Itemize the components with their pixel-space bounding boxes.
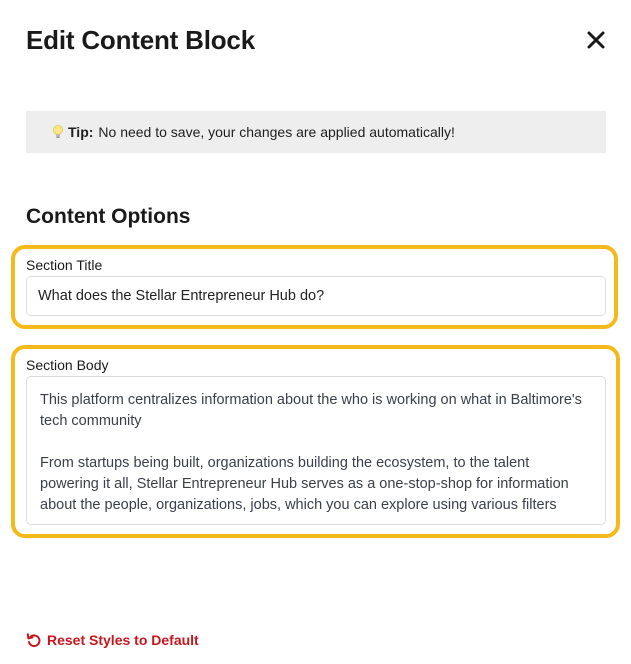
section-body-label: Section Body: [26, 357, 109, 373]
section-body-paragraph: This platform centralizes information about the who is working on what in Baltimore's tech community: [40, 392, 582, 429]
close-button[interactable]: [582, 26, 610, 54]
section-body-paragraph: From startups being built, organizations building the ecosystem, to the talent powering it all, Stellar Entrepreneur Hub serves as a one-stop-shop for information about the people, organizations, jobs, which you can explore using various filters: [40, 455, 569, 513]
section-body-textarea[interactable]: [26, 376, 606, 525]
reset-styles-label: Reset Styles to Default: [47, 632, 199, 648]
section-title-label: Section Title: [26, 257, 103, 273]
content-options-heading: Content Options: [26, 205, 191, 228]
tip-text: No need to save, your changes are applied automatically!: [98, 124, 455, 140]
lightbulb-icon: [52, 124, 64, 140]
tip-label: Tip:: [68, 124, 94, 140]
panel-title: Edit Content Block: [26, 25, 255, 55]
close-icon: [587, 31, 605, 49]
tip-banner: [26, 111, 606, 153]
section-title-input[interactable]: What does the Stellar Entrepreneur Hub do?: [26, 276, 606, 316]
undo-icon: [26, 632, 42, 648]
reset-styles-button[interactable]: [26, 632, 199, 648]
